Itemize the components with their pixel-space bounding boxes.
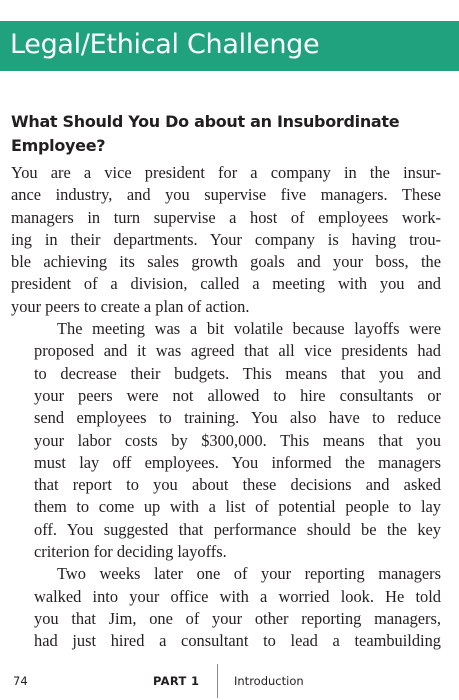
case-body bbox=[11, 162, 441, 653]
text-line: your labor costs by $300,000. This means that you bbox=[34, 430, 441, 450]
text-line: proposed and it was agreed that all vice presidents had bbox=[34, 341, 441, 361]
text-line: president of a division, called a meeting with you and bbox=[11, 274, 441, 294]
text-line: Two weeks later one of your reporting managers bbox=[57, 564, 441, 584]
text-line: your peers were not allowed to hire consultants or bbox=[34, 385, 441, 405]
text-line: managers in turn supervise a host of employees work- bbox=[11, 207, 441, 227]
text-line: had just hired a consultant to lead a teambuilding bbox=[34, 631, 441, 651]
page-number: 74 bbox=[13, 674, 28, 688]
text-line: send employees to training. You also have to reduce bbox=[34, 408, 441, 428]
section-label: Introduction bbox=[234, 674, 304, 688]
text-line: You are a vice president for a company in the insur- bbox=[11, 163, 441, 182]
paragraph bbox=[11, 162, 441, 318]
text-line: must lay off employees. You informed the managers bbox=[34, 452, 441, 472]
case-heading: What Should You Do about an Insubordinate Employee? bbox=[11, 112, 400, 155]
paragraph bbox=[11, 318, 441, 563]
text-line: ing in their departments. Your company is having trou- bbox=[11, 229, 441, 249]
text-line: ance industry, and you supervise five managers. These bbox=[11, 185, 441, 205]
text-line: that report to you about these decisions and asked bbox=[34, 475, 441, 495]
page-footer bbox=[0, 664, 459, 698]
section-title: Legal/Ethical Challenge bbox=[10, 29, 320, 60]
part-label: PART 1 bbox=[153, 674, 200, 688]
text-line: you that Jim, one of your other reporting managers, bbox=[34, 608, 441, 628]
text-line: your peers to create a plan of action. bbox=[11, 296, 250, 316]
text-line: walked into your office with a worried look. He told bbox=[34, 586, 441, 606]
paragraph bbox=[11, 563, 441, 652]
text-line: The meeting was a bit volatile because layoffs were bbox=[57, 319, 441, 339]
text-line: to decrease their budgets. This means that you and bbox=[34, 363, 441, 383]
text-line: off. You suggested that performance should be the key bbox=[34, 519, 441, 539]
text-line: them to come up with a list of potential people to lay bbox=[34, 497, 441, 517]
text-line: ble achieving its sales growth goals and your boss, the bbox=[11, 252, 441, 272]
footer-divider bbox=[217, 664, 218, 698]
text-line: criterion for deciding layoffs. bbox=[34, 542, 227, 562]
